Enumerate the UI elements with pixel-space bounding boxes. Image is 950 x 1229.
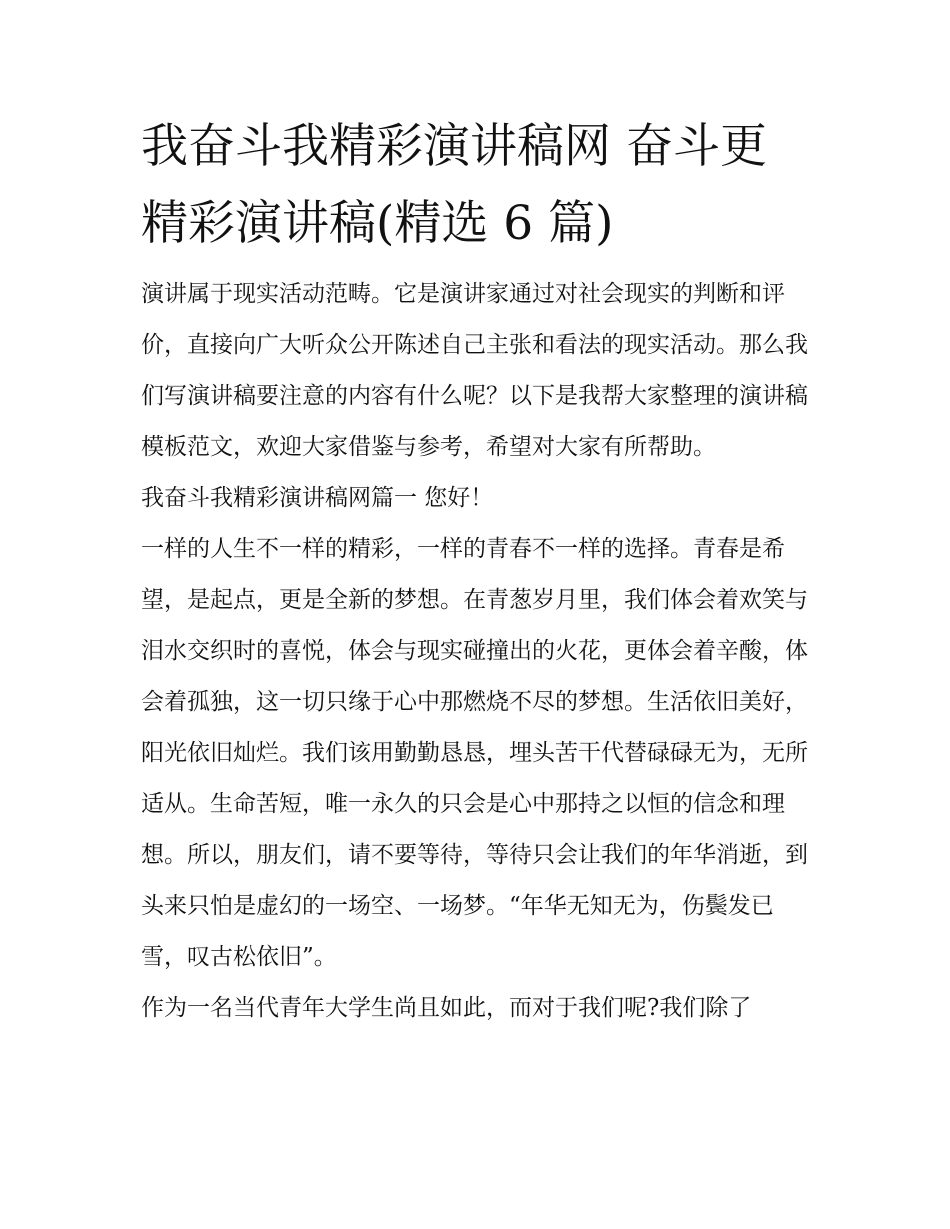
section-heading: 我奋斗我精彩演讲稿网篇一 您好！: [141, 485, 494, 511]
body-paragraph: 一样的人生不一样的精彩，一样的青春不一样的选择。青春是希望，是起点，更是全新的梦想。在青葱岁月里，我们体会着欢笑与泪水交织时的喜悦，体会与现实碰撞出的火花，更体会着辛酸，体会着孤独，这一切只缘于心中那燃烧不尽的梦想。生活依旧美好，阳光依旧灿烂。我们该用勤勤恳恳，埋头苦干代替碌碌无为，无所适从。生命苦短，唯一永久的只会是心中那持之以恒的信念和理想。所以，朋友们，请不要等待，等待只会让我们的年华消逝，到头来只怕是虚幻的一场空、一场梦。“年华无知无为，伤鬓发已雪，叹古松依旧”。: [141, 536, 808, 970]
body-paragraph-continued: 作为一名当代青年大学生尚且如此，而对于我们呢?我们除了: [141, 995, 752, 1021]
intro-paragraph: 演讲属于现实活动范畴。它是演讲家通过对社会现实的判断和评价，直接向广大听众公开陈述自己主张和看法的现实活动。那么我们写演讲稿要注意的内容有什么呢？以下是我帮大家整理的演讲稿模板范文，欢迎大家借鉴与参考，希望对大家有所帮助。: [141, 281, 808, 460]
document-title: 我奋斗我精彩演讲稿网 奋斗更精彩演讲稿(精选 6 篇): [141, 119, 767, 251]
document-content: [141, 108, 813, 1034]
